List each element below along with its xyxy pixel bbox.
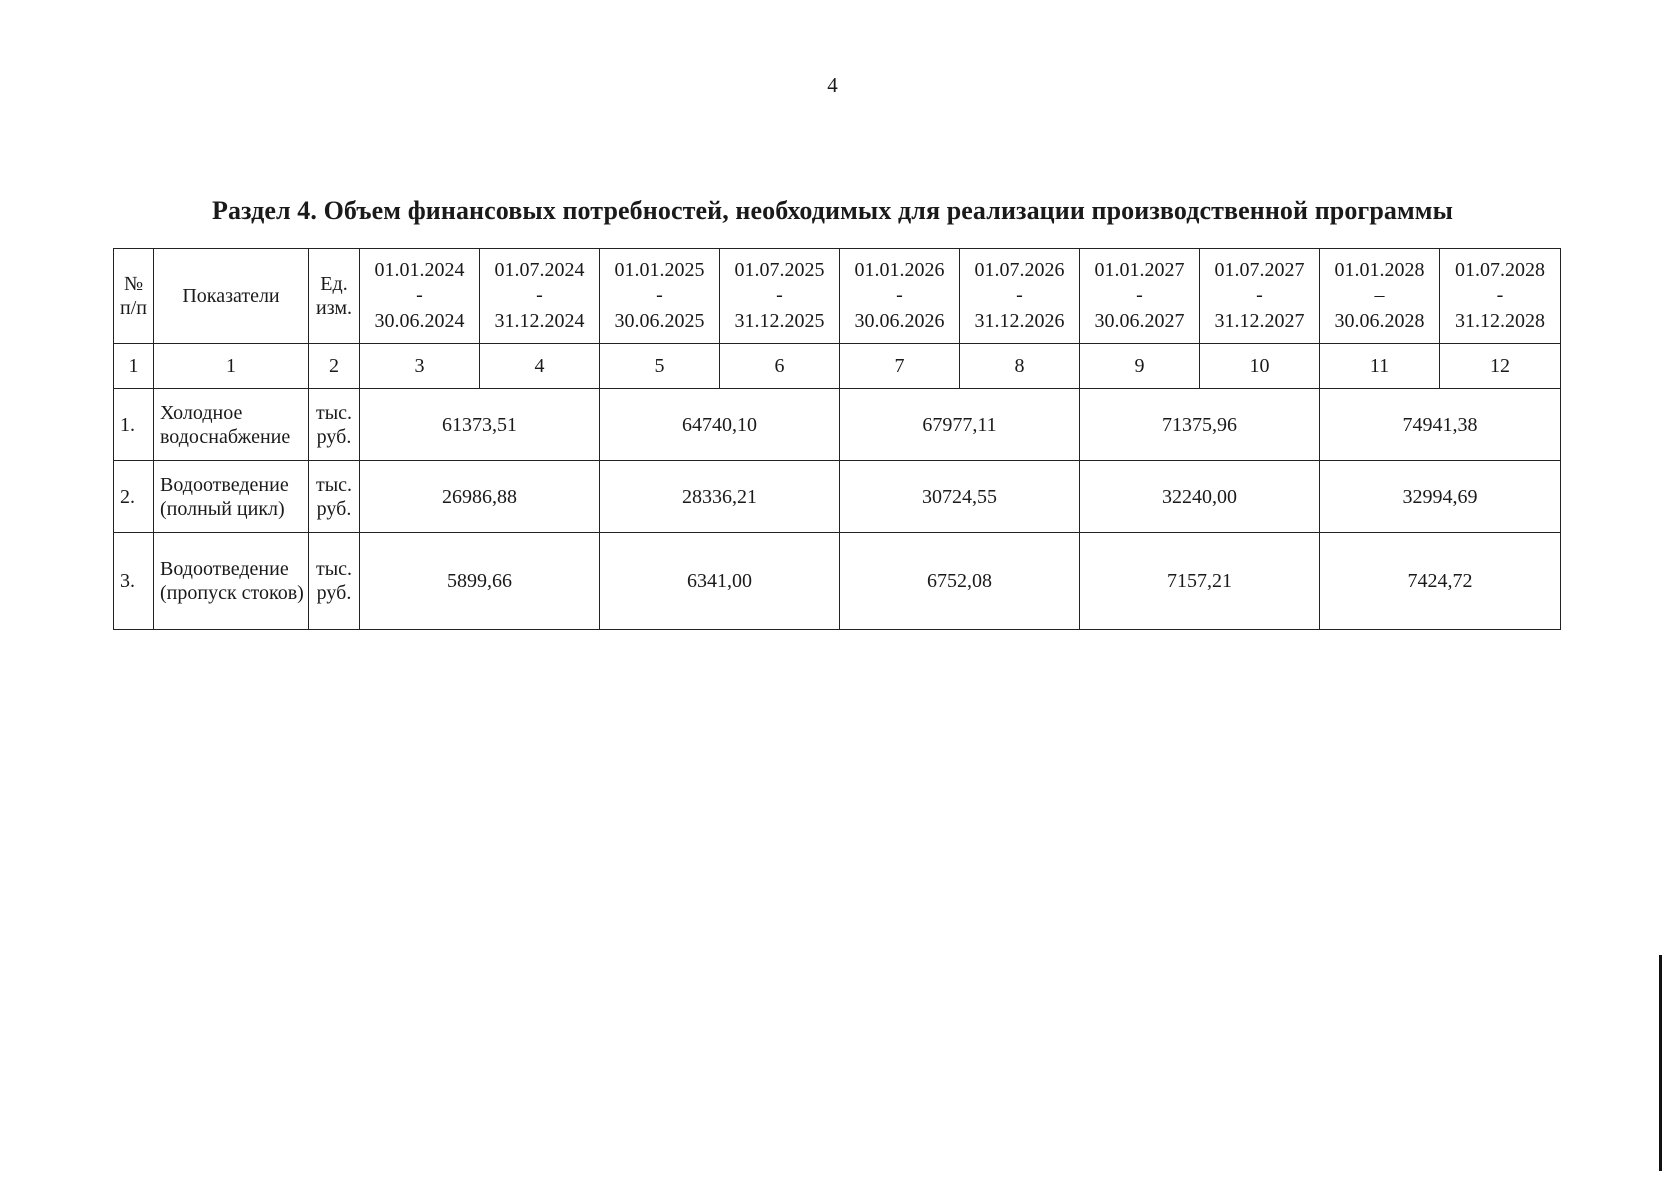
header-period: 01.07.2028 - 31.12.2028 bbox=[1440, 249, 1561, 344]
row-value: 32994,69 bbox=[1320, 461, 1561, 533]
column-number: 4 bbox=[480, 344, 600, 389]
header-unit: Ед. изм. bbox=[309, 249, 360, 344]
row-value: 61373,51 bbox=[360, 389, 600, 461]
column-number: 3 bbox=[360, 344, 480, 389]
column-number: 10 bbox=[1200, 344, 1320, 389]
row-value: 74941,38 bbox=[1320, 389, 1561, 461]
row-number: 3. bbox=[114, 533, 154, 630]
header-period: 01.01.2024 - 30.06.2024 bbox=[360, 249, 480, 344]
header-period: 01.01.2027 - 30.06.2027 bbox=[1080, 249, 1200, 344]
row-value: 7157,21 bbox=[1080, 533, 1320, 630]
column-number: 7 bbox=[840, 344, 960, 389]
column-number: 11 bbox=[1320, 344, 1440, 389]
row-value: 6752,08 bbox=[840, 533, 1080, 630]
row-value: 64740,10 bbox=[600, 389, 840, 461]
financial-needs-table bbox=[113, 248, 1561, 630]
header-indicators: Показатели bbox=[154, 249, 309, 344]
table-row bbox=[114, 389, 1561, 461]
row-unit: тыс. руб. bbox=[309, 461, 360, 533]
column-number-row bbox=[114, 344, 1561, 389]
row-value: 5899,66 bbox=[360, 533, 600, 630]
column-number: 8 bbox=[960, 344, 1080, 389]
row-value: 71375,96 bbox=[1080, 389, 1320, 461]
row-value: 67977,11 bbox=[840, 389, 1080, 461]
row-indicator: Водоотведение (полный цикл) bbox=[154, 461, 309, 533]
header-period: 01.01.2025 - 30.06.2025 bbox=[600, 249, 720, 344]
row-number: 2. bbox=[114, 461, 154, 533]
row-value: 6341,00 bbox=[600, 533, 840, 630]
column-number: 12 bbox=[1440, 344, 1561, 389]
table-header-row bbox=[114, 249, 1561, 344]
row-indicator: Водоотведение (пропуск стоков) bbox=[154, 533, 309, 630]
row-value: 30724,55 bbox=[840, 461, 1080, 533]
margin-line bbox=[1659, 955, 1662, 1171]
column-number: 9 bbox=[1080, 344, 1200, 389]
row-number: 1. bbox=[114, 389, 154, 461]
header-period: 01.07.2026 - 31.12.2026 bbox=[960, 249, 1080, 344]
section-title: Раздел 4. Объем финансовых потребностей, необходимых для реализации производственной программы bbox=[211, 196, 1454, 225]
row-value: 28336,21 bbox=[600, 461, 840, 533]
header-period: 01.07.2025 - 31.12.2025 bbox=[720, 249, 840, 344]
header-period: 01.01.2026 - 30.06.2026 bbox=[840, 249, 960, 344]
column-number: 1 bbox=[114, 344, 154, 389]
row-value: 32240,00 bbox=[1080, 461, 1320, 533]
column-number: 6 bbox=[720, 344, 840, 389]
header-period: 01.01.2028 – 30.06.2028 bbox=[1320, 249, 1440, 344]
row-indicator: Холодное водоснабжение bbox=[154, 389, 309, 461]
column-number: 1 bbox=[154, 344, 309, 389]
row-unit: тыс. руб. bbox=[309, 389, 360, 461]
table-row bbox=[114, 461, 1561, 533]
header-no: № п/п bbox=[114, 249, 154, 344]
header-period: 01.07.2024 - 31.12.2024 bbox=[480, 249, 600, 344]
header-period: 01.07.2027 - 31.12.2027 bbox=[1200, 249, 1320, 344]
table-row bbox=[114, 533, 1561, 630]
row-unit: тыс. руб. bbox=[309, 533, 360, 630]
row-value: 7424,72 bbox=[1320, 533, 1561, 630]
row-value: 26986,88 bbox=[360, 461, 600, 533]
page-number: 4 bbox=[827, 73, 838, 97]
column-number: 2 bbox=[309, 344, 360, 389]
column-number: 5 bbox=[600, 344, 720, 389]
